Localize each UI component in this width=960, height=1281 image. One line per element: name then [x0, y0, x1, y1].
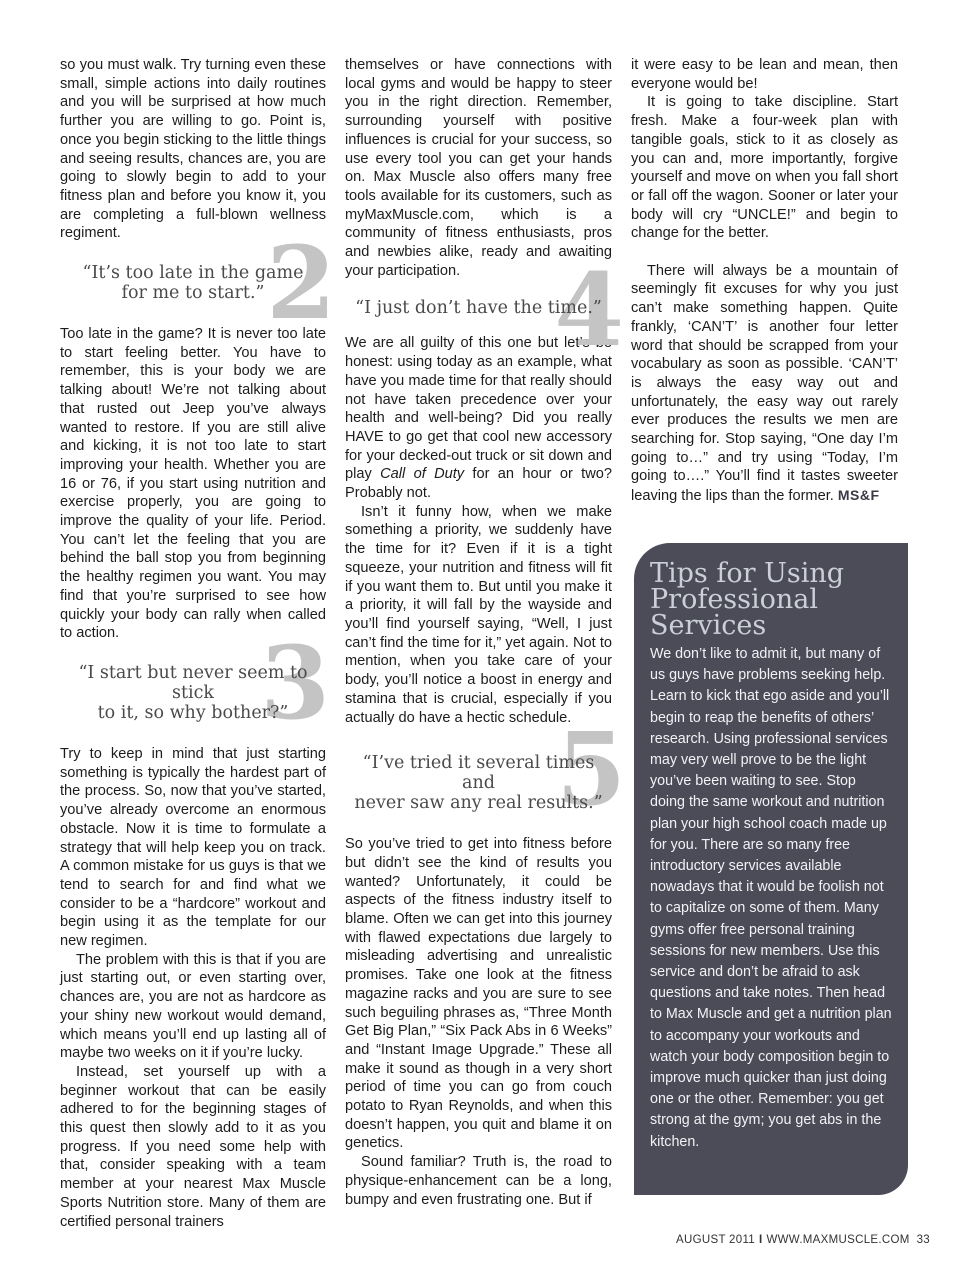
excuse-3-heading — [60, 623, 330, 742]
body-paragraph: themselves or have connections with local gyms and would be happy to steer you in the right direction. Remember, surrounding yourself with positive influences is crucial for your success, so use every tool you can get your hands on. Max Muscle also offers many free tools available for its customers, such as myMaxMuscle.com, which is a community of fitness enthusiasts, pros and newbies alike, ready and awaiting your participation. — [345, 57, 612, 279]
body-paragraph: Isn’t it funny how, when we make something a priority, we suddenly have the time for it? Even if it is a tight squeeze, your nutrition and fitness will fit if you want them to. But until you make it a priority, it will fall by the wayside and you’ll find yourself saying, “Well, I just can’t find the time for it,” yet again. Not to mention, when you take care of your body, you’ll notice a boost in energy and stamina that is crucial, especially if you actually do have a hectic schedule. — [345, 503, 612, 726]
excuse-5-line2: never saw any real results.” — [354, 793, 603, 814]
excuse-5-heading — [345, 710, 626, 829]
sidebar-title-line: Tips for Using — [650, 558, 845, 589]
article-column-2 — [345, 56, 626, 1209]
sidebar-title-line: Professional — [650, 584, 819, 615]
tips-sidebar — [634, 543, 908, 1195]
excuse-4-heading — [345, 251, 624, 370]
excuse-number-3: 3 — [260, 623, 330, 742]
excuse-number-5: 5 — [556, 710, 626, 829]
body-paragraph: It is going to take discipline. Start fresh. Make a four-week plan with tangible goals, stick to it as closely as you can and, more importantly, forgive yourself and move on when you fall short or fall off the wagon. Sooner or later your body will cry “UNCLE!” and begin to change for the better. — [631, 94, 898, 242]
paragraph-text: We are all guilty of this one but let’s be honest: using today as an example, what have you made time for that really should not have taken precedence over your health and well-being? Did you really HAVE to go get that cool new accessory for your decked-out truck or sit down and play — [345, 335, 612, 483]
page-footer — [676, 1234, 930, 1246]
body-paragraph: so you must walk. Try turning even these small, simple actions into daily routines and you will be surprised at how much further you are willing to go. Point is, once you begin sticking to the little things and seeing results, chances are, you are going to slowly begin to add to your fitness plan and before you know it, you are completing a full-blown wellness regiment. — [60, 57, 326, 242]
excuse-2-heading — [60, 224, 336, 343]
excuse-number-2: 2 — [266, 224, 336, 343]
body-paragraph: The problem with this is that if you are just starting out, or even starting over, chances are, you are not as hardcore as your shiny new workout would demand, which means you’ll end up lasting all of maybe two weeks on it if you’re lucky. — [60, 951, 326, 1062]
article-column-3 — [631, 56, 898, 506]
footer-separator: I — [758, 1234, 763, 1246]
game-title: Call of Duty — [380, 466, 465, 483]
body-paragraph: Too late in the game? It is never too late to start feeling better. You have to remember, this is your body we are talking about! We’re not talking about that rusted out Jeep you’ve always wanted to restore. If you are still alive and kicking, it is not too late to start improving your health. Whether you are 16 or 76, if you start using nutrition and exercise properly, you are going to improve the quality of your life. Period. You can’t let the feeling that you are behind the ball stop you from beginning the healthy regimen you want. You may find that you’re surprised to see how quickly your body can rally when called to action. — [60, 326, 326, 642]
issue-date: AUGUST 2011 — [676, 1234, 755, 1246]
excuse-4-line1: “I just don’t have the time.” — [355, 298, 602, 319]
sidebar-body: We don’t like to admit it, but many of us guys have problems seeking help. Learn to kick that ego aside and you’ll begin to reap the benefits of others’ research. Using professional services may very well prove to be the light you’ve been waiting to see. Stop doing the same workout and nutrition plan your high school coach made up for you. There are so many free introductory services available nowadays that it would be foolish not to capitalize on some of them. Many gyms offer free personal training sessions for new members. Use this service and don’t be afraid to ask questions and take notes. Then head to Max Muscle and get a nutrition plan to accompany your workouts and watch your body composition begin to improve much quicker than just doing one or the other. Remember: you get strong at the gym; you get abs in the kitchen. — [650, 646, 892, 1150]
body-paragraph: Instead, set yourself up with a beginner workout that can be easily adhered to for the beginning stages of this quest then slowly add to it as you progress. If you need some help with that, consider speaking with a team member at your nearest Max Muscle Sports Nutrition store. Many of them are certified personal trainers — [60, 1063, 326, 1230]
sidebar-title-line: Services — [650, 610, 767, 641]
excuse-5-line1: “I’ve tried it several times and — [362, 753, 595, 794]
body-paragraph — [631, 262, 898, 506]
excuse-3-line1: “I start but never seem to stick — [78, 662, 308, 703]
excuse-2-line2: for me to start.” — [121, 283, 265, 304]
sidebar-title — [650, 558, 900, 641]
page-number: 33 — [916, 1234, 930, 1246]
article-column-1 — [60, 56, 336, 1231]
paragraph-text: for an hour or two? Probably not. — [345, 466, 612, 502]
body-paragraph: Try to keep in mind that just starting something is typically the hardest part of the process. So, now that you’ve started, you’ve already overcome an enormous obstacle. Now it is time to formulate a strategy that will help keep you on track. A common mistake for us guys is that we tend to search for and find what we consider to be a “hardcore” workout and begin using it as the template for our new regimen. — [60, 745, 326, 950]
paragraph-text: There will always be a mountain of seemingly fit excuses for why you just can’t make something happen. Quite frankly, ‘CAN’T’ is another four letter word that should be scrapped from your vocabulary as soon as possible. ‘CAN’T’ is always the easy way out and unfortunately, the easy way out rarely ever produces the results we men are searching for. Stop saying, “One day I’m going to…” and try using “Today, I’m going to….” You’ll find it tastes sweeter leaving the lips than the former. — [631, 262, 898, 505]
body-paragraph: it were easy to be lean and mean, then everyone would be! — [631, 57, 898, 92]
website: WWW.MAXMUSCLE.COM — [766, 1234, 910, 1246]
excuse-3-line2: to it, so why bother?” — [97, 702, 289, 723]
body-paragraph: Sound familiar? Truth is, the road to physique-enhancement can be a long, bumpy and even frustrating one. But if — [345, 1154, 612, 1208]
excuse-2-line1: “It’s too late in the game — [82, 263, 304, 284]
msf-signoff: MS&F — [837, 487, 880, 504]
excuse-number-4: 4 — [554, 251, 624, 370]
body-paragraph: So you’ve tried to get into fitness before but didn’t see the kind of results you wanted? Unfortunately, it could be aspects of the fitness industry itself to blame. Often we can get into this journey with flawed expectations due largely to misleading advertising and unrealistic promises. Take one look at the fitness magazine racks and you are sure to see such beguiling phrases as, “Three Month Get Big Plan,” “Six Pack Abs in 6 Weeks” and “Instant Image Upgrade.” These all make it sound as though in a very short period of time you can go from couch potato to Ryan Reynolds, and when this doesn’t happen, you quit and blame it on genetics. — [345, 836, 612, 1152]
